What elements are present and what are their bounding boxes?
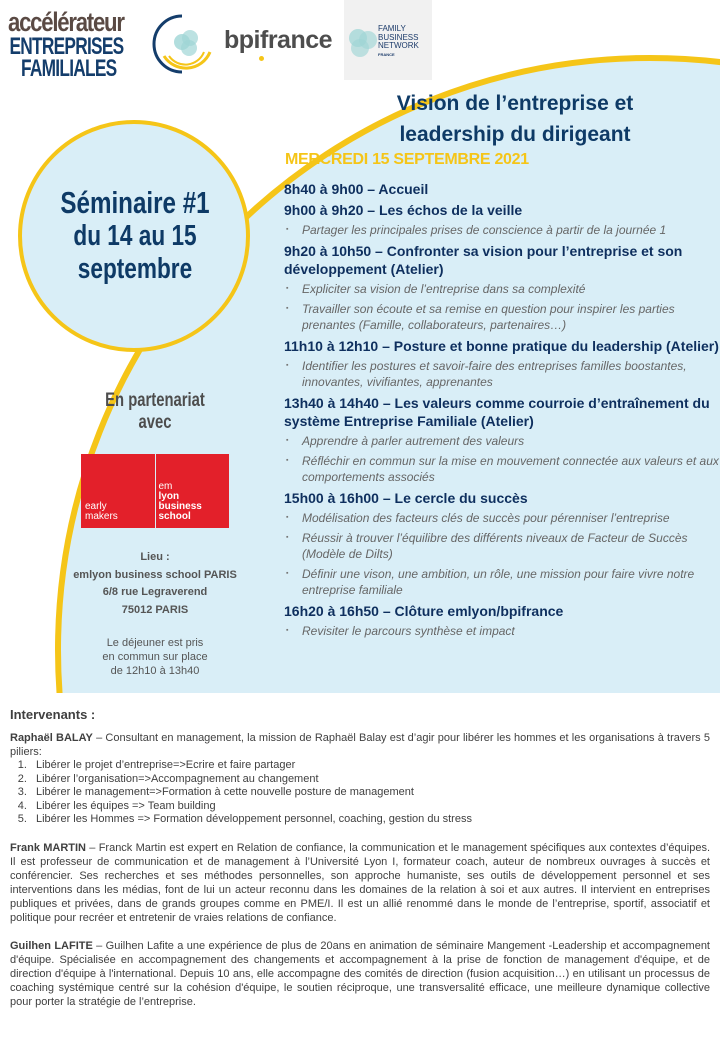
business-text: business bbox=[158, 501, 202, 512]
emlyon-block bbox=[156, 454, 230, 528]
seminar-line2: du 14 au 15 bbox=[73, 220, 197, 252]
speakers-section bbox=[10, 707, 710, 1018]
program-bullet: ▪ Réfléchir en commun sur la mise en mouvement connectée aux valeurs et aux comportements associés bbox=[284, 453, 720, 485]
bpifrance-logo: bpifrance bbox=[224, 26, 333, 54]
school-text: school bbox=[158, 511, 191, 522]
venue-info bbox=[60, 549, 250, 619]
program-slot-title: 9h00 à 9h20 – Les échos de la veille bbox=[284, 202, 523, 218]
pillar-item: 4. Libérer les équipes => Team building bbox=[30, 800, 710, 814]
venue-name: emlyon business school PARIS bbox=[73, 568, 237, 581]
program-bullet: ▪ Modélisation des facteurs clés de succès pour pérenniser l’entreprise bbox=[284, 510, 720, 526]
program-bullet: ▪ Réussir à trouver l’équilibre des différents niveaux de Facteur de Succès (Modèle de Dilts) bbox=[284, 530, 720, 562]
speaker-balay bbox=[10, 731, 710, 759]
event-date: MERCREDI 15 SEPTEMBRE 2021 bbox=[285, 151, 529, 168]
speaker-name: Frank MARTIN bbox=[10, 841, 87, 854]
pillar-item: 5. Libérer les Hommes => Formation développement personnel, coaching, gestion du stress bbox=[30, 813, 710, 827]
fbn-line2: BUSINESS bbox=[378, 32, 419, 42]
seminar-line1: Séminaire #1 bbox=[60, 185, 210, 220]
bpifrance-dot bbox=[259, 56, 264, 61]
venue-city: 75012 PARIS bbox=[121, 603, 189, 616]
program-bullet: ▪ Revisiter le parcours synthèse et impact bbox=[284, 623, 720, 639]
lunch-info bbox=[60, 636, 250, 678]
program-slot-title: 15h00 à 16h00 – Le cercle du succès bbox=[284, 490, 528, 506]
lyon-text: lyon bbox=[158, 491, 180, 502]
title-line2: leadership du dirigeant bbox=[399, 123, 631, 146]
page-title bbox=[350, 88, 680, 150]
fbn-line3: NETWORK bbox=[378, 41, 419, 50]
program-slot-title: 11h10 à 12h10 – Posture et bonne pratique du leadership (Atelier) bbox=[284, 338, 719, 354]
program-slot-title: 13h40 à 14h40 – Les valeurs comme courroie d’entraînement du système Entreprise Familiale (Atelier) bbox=[284, 395, 710, 429]
program-slot-title: 8h40 à 9h00 – Accueil bbox=[284, 181, 429, 197]
makers-text: makers bbox=[85, 511, 118, 522]
speaker-bio: – Guilhen Lafite a une expérience de plus de 20ans en animation de séminaire Mangement -Leadership et accompagnement d'équipe. Spécialisée en accompagnement des changements et accompagnement à la prise de fonction de management d'équipe, et de direction d'équipe à l'international. Depuis 10 ans, elle accompagne des comités de direction (fusion acquisition…) en utilisant un processus de coaching systémique centré sur la cohésion d'équipe, le soutien réciproque, une transversalité efficace, une meilleure dynamique collective pour porter la stratégie de l’entreprise. bbox=[10, 939, 710, 1008]
pillars-list bbox=[10, 759, 710, 827]
speaker-lafite bbox=[10, 939, 710, 1009]
seminar-label bbox=[20, 186, 250, 286]
program-bullet: ▪ Expliciter sa vision de l’entreprise dans sa complexité bbox=[284, 281, 720, 297]
lunch-line2: en commun sur place bbox=[102, 651, 208, 663]
fbn-circles-icon bbox=[346, 26, 378, 58]
title-line1: Vision de l’entreprise et bbox=[396, 92, 634, 115]
pillar-item: 2. Libérer l’organisation=>Accompagnement au changement bbox=[30, 773, 710, 787]
venue-street: 6/8 rue Legraverend bbox=[102, 586, 208, 598]
venue-label: Lieu : bbox=[140, 551, 170, 563]
logo-aef-line1: accélérateur bbox=[8, 7, 124, 37]
program-slot-title: 16h20 à 16h50 – Clôture emlyon/bpifrance bbox=[284, 603, 564, 619]
pillar-item: 1. Libérer le projet d’entreprise=>Ecrire et faire partager bbox=[30, 759, 710, 773]
program-list bbox=[284, 180, 720, 643]
program-bullet: ▪ Partager les principales prises de conscience à partir de la journée 1 bbox=[284, 222, 720, 238]
logo-aef-line3: FAMILIALES bbox=[20, 55, 117, 83]
speaker-bio: – Consultant en management, la mission de Raphaël Balay est d’agir pour libérer les hommes et les organisations à travers 5 piliers: bbox=[10, 732, 710, 758]
partner-line2: avec bbox=[138, 412, 172, 433]
fbn-line1: FAMILY bbox=[378, 24, 406, 33]
speaker-martin bbox=[10, 841, 710, 925]
speaker-bio: – Franck Martin est expert en Relation de confiance, la communication et le management spécifiques aux contextes d’équipes. Il est professeur de communication et de management à l’Université Lyon I, formateur coach, auteur de nombreux ouvrages à succès et conférencier. Ses recherches et ses méthodes personnelles, son approche humaniste, ses outils de développement personnel et ses interventions dans les médias, font de lui un acteur reconnu dans les domaines de la relation à soi et aux autres. Il intervient en entreprises publiques et privées, dans de grands groupes comme en PME/I. Il est un allié renommé dans le monde de l’entreprise, sportif, associatif et politique pour recréer et entretenir de vraies relations de confiance. bbox=[10, 841, 711, 924]
speaker-name: Raphaël BALAY bbox=[10, 732, 93, 744]
program-bullet: ▪ Définir une vison, une ambition, un rôle, une mission pour faire vivre notre entreprise familiale bbox=[284, 566, 720, 598]
early-makers-block bbox=[81, 454, 155, 528]
logo-aef-line2: ENTREPRISES bbox=[9, 32, 124, 60]
seminar-line3: septembre bbox=[77, 253, 193, 285]
fbn-logo-text bbox=[378, 25, 419, 59]
speaker-name: Guilhen LAFITE bbox=[10, 939, 93, 952]
program-bullet: ▪ Travailler son écoute et sa remise en question pour inspirer les parties prenantes (Famille, collaborateurs, partenaires…) bbox=[284, 301, 720, 333]
pillar-item: 3. Libérer le management=>Formation à cette nouvelle posture de management bbox=[30, 786, 710, 800]
early-text: early bbox=[85, 501, 107, 512]
program-bullet: ▪ Apprendre à parler autrement des valeurs bbox=[284, 433, 720, 449]
accelerateur-logo bbox=[8, 7, 148, 83]
accelerateur-circle-icon bbox=[152, 12, 216, 76]
partner-line1: En partenariat bbox=[105, 390, 205, 411]
lunch-line1: Le déjeuner est pris bbox=[106, 637, 204, 649]
program-slot-title: 9h20 à 10h50 – Confronter sa vision pour l’entreprise et son développement (Atelier) bbox=[284, 243, 683, 277]
em-text: em bbox=[158, 481, 173, 492]
partner-label bbox=[60, 390, 250, 434]
bottom-band bbox=[0, 693, 720, 700]
lunch-line3: de 12h10 à 13h40 bbox=[110, 665, 200, 677]
program-bullet: ▪ Identifier les postures et savoir-faire des entreprises familles boostantes, innovantes, vivifiantes, apprenantes bbox=[284, 358, 720, 390]
fbn-line4: FRANCE bbox=[378, 51, 395, 57]
emlyon-logo bbox=[81, 454, 229, 528]
speakers-heading: Intervenants : bbox=[10, 707, 96, 722]
